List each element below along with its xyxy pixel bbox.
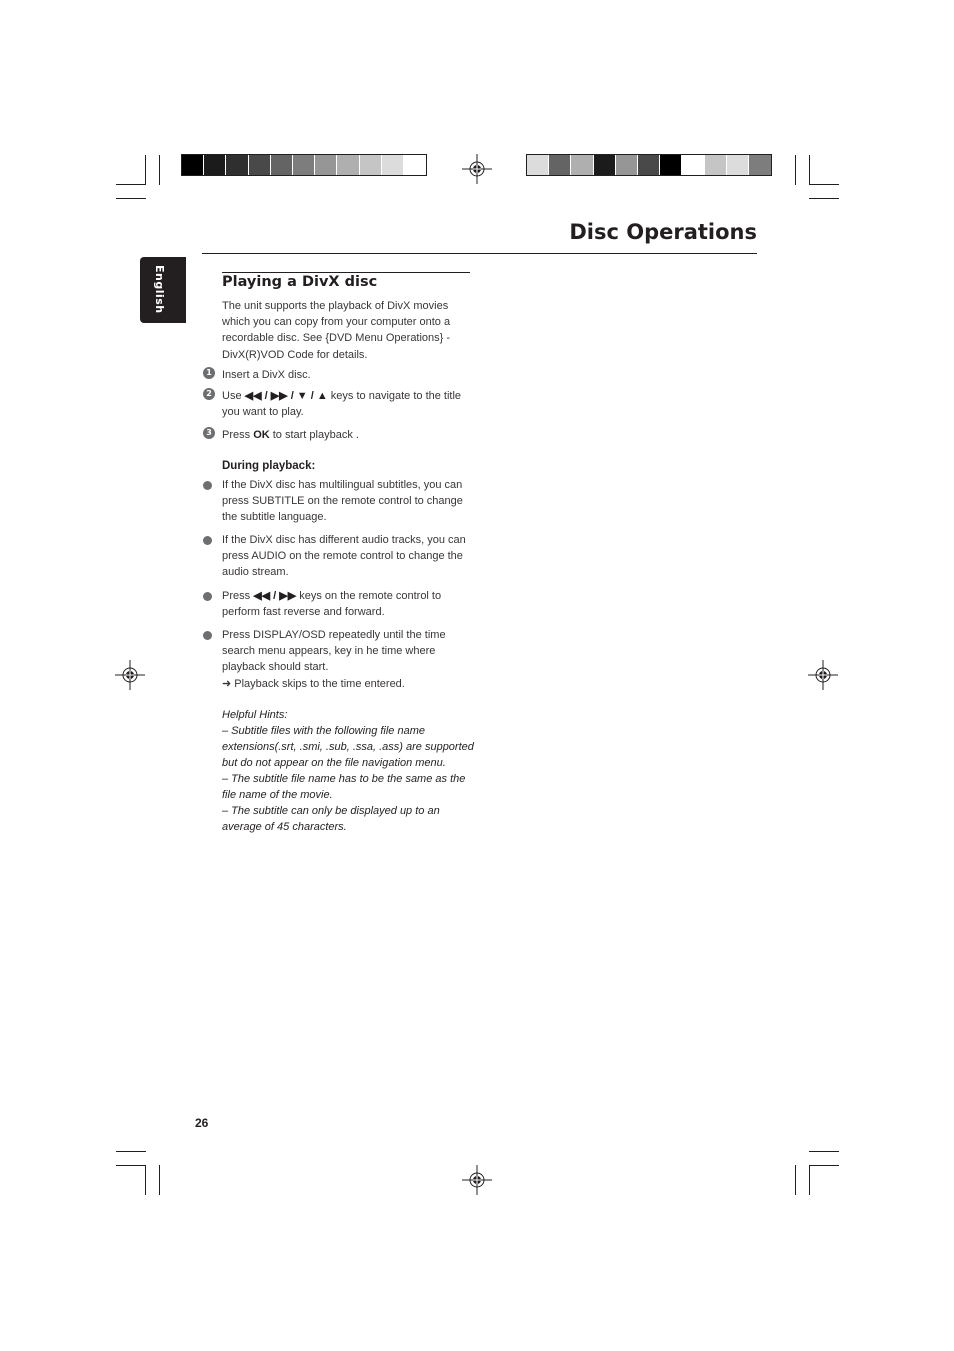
color-swatch: [315, 155, 337, 175]
crop-mark: [116, 198, 146, 199]
color-calibration-bar-left: [181, 154, 427, 176]
section-rule: [222, 272, 470, 273]
color-swatch: [705, 155, 727, 175]
color-swatch: [749, 155, 771, 175]
step-2-prefix: Use: [222, 390, 245, 402]
color-calibration-bar-right: [526, 154, 772, 176]
color-swatch: [594, 155, 616, 175]
color-swatch: [182, 155, 204, 175]
bullet: [203, 536, 212, 545]
step-1-text: Insert a DivX disc.: [222, 369, 311, 381]
crop-mark: [809, 1165, 810, 1195]
language-tab-label: English: [153, 265, 166, 314]
bullet-4-result: ➜ Playback skips to the time entered.: [222, 677, 405, 690]
bullet: [203, 631, 212, 640]
step-number-3: 3: [203, 427, 215, 439]
ok-key: OK: [253, 429, 270, 441]
color-swatch: [382, 155, 404, 175]
crop-mark: [116, 1151, 146, 1152]
color-swatch: [616, 155, 638, 175]
color-swatch: [226, 155, 248, 175]
page-number: 26: [195, 1116, 209, 1130]
color-swatch: [660, 155, 682, 175]
hints-title: Helpful Hints:: [222, 709, 288, 721]
hint-2: – The subtitle file name has to be the same as the file name of the movie.: [222, 773, 466, 802]
bullet-3-prefix: Press: [222, 590, 254, 602]
language-tab: [140, 257, 186, 323]
crop-mark: [809, 155, 810, 185]
color-swatch: [293, 155, 315, 175]
step-number-1: 1: [203, 367, 215, 379]
hint-3: – The subtitle can only be displayed up to an average of 45 characters.: [222, 805, 440, 834]
registration-mark-icon: [462, 154, 492, 184]
color-swatch: [271, 155, 293, 175]
crop-mark: [795, 155, 796, 185]
color-swatch: [404, 155, 426, 175]
crop-mark: [809, 1165, 839, 1166]
crop-mark: [145, 1165, 146, 1195]
color-swatch: [638, 155, 660, 175]
step-number-2: 2: [203, 388, 215, 400]
color-swatch: [727, 155, 749, 175]
registration-mark-icon: [115, 660, 145, 690]
section-heading: Playing a DivX disc: [222, 274, 378, 290]
seek-keys: ◀◀ / ▶▶: [253, 590, 297, 602]
crop-mark: [116, 1165, 146, 1166]
bullet: [203, 481, 212, 490]
bullet-4-body: Press DISPLAY/OSD repeatedly until the time search menu appears, key in he time where playback should start.: [222, 629, 446, 674]
page-title: Disc Operations: [569, 220, 757, 244]
color-swatch: [682, 155, 704, 175]
color-swatch: [527, 155, 549, 175]
bullet: [203, 592, 212, 601]
crop-mark: [116, 184, 146, 185]
color-swatch: [337, 155, 359, 175]
step-3-suffix: to start playback .: [269, 429, 359, 441]
step-2-text: [222, 388, 474, 420]
bullet-3-suffix: keys on the remote control to perform fast reverse and forward.: [222, 590, 442, 619]
step-3-text: [222, 427, 474, 443]
crop-mark: [159, 1165, 160, 1195]
crop-mark: [795, 1165, 796, 1195]
crop-mark: [809, 1151, 839, 1152]
bullet-4-text: [222, 627, 474, 692]
title-rule: [202, 253, 757, 254]
step-2-suffix: keys to navigate to the title you want to play.: [222, 390, 462, 419]
bullet-2-text: If the DivX disc has different audio tracks, you can press AUDIO on the remote control to change the audio stream.: [222, 534, 466, 579]
registration-mark-icon: [462, 1165, 492, 1195]
hint-1: – Subtitle files with the following file name extensions(.srt, .smi, .sub, .ssa, .ass) are supported but do not appear on the file navigation menu.: [222, 725, 474, 770]
color-swatch: [571, 155, 593, 175]
registration-mark-icon: [808, 660, 838, 690]
color-swatch: [249, 155, 271, 175]
color-swatch: [549, 155, 571, 175]
bullet-1-text: If the DivX disc has multilingual subtitles, you can press SUBTITLE on the remote control to change the subtitle language.: [222, 479, 463, 524]
bullet-3-text: [222, 588, 474, 620]
color-swatch: [204, 155, 226, 175]
color-swatch: [360, 155, 382, 175]
crop-mark: [145, 155, 146, 185]
during-playback-heading: During playback:: [222, 460, 316, 472]
intro-paragraph: The unit supports the playback of DivX movies which you can copy from your computer onto a recordable disc. See {DVD Menu Operations} - DivX(R)VOD Code for details.: [222, 300, 451, 361]
crop-mark: [159, 155, 160, 185]
crop-mark: [809, 184, 839, 185]
crop-mark: [809, 198, 839, 199]
navigation-keys: ◀◀ / ▶▶ / ▼ / ▲: [244, 390, 328, 402]
step-3-prefix: Press: [222, 429, 254, 441]
